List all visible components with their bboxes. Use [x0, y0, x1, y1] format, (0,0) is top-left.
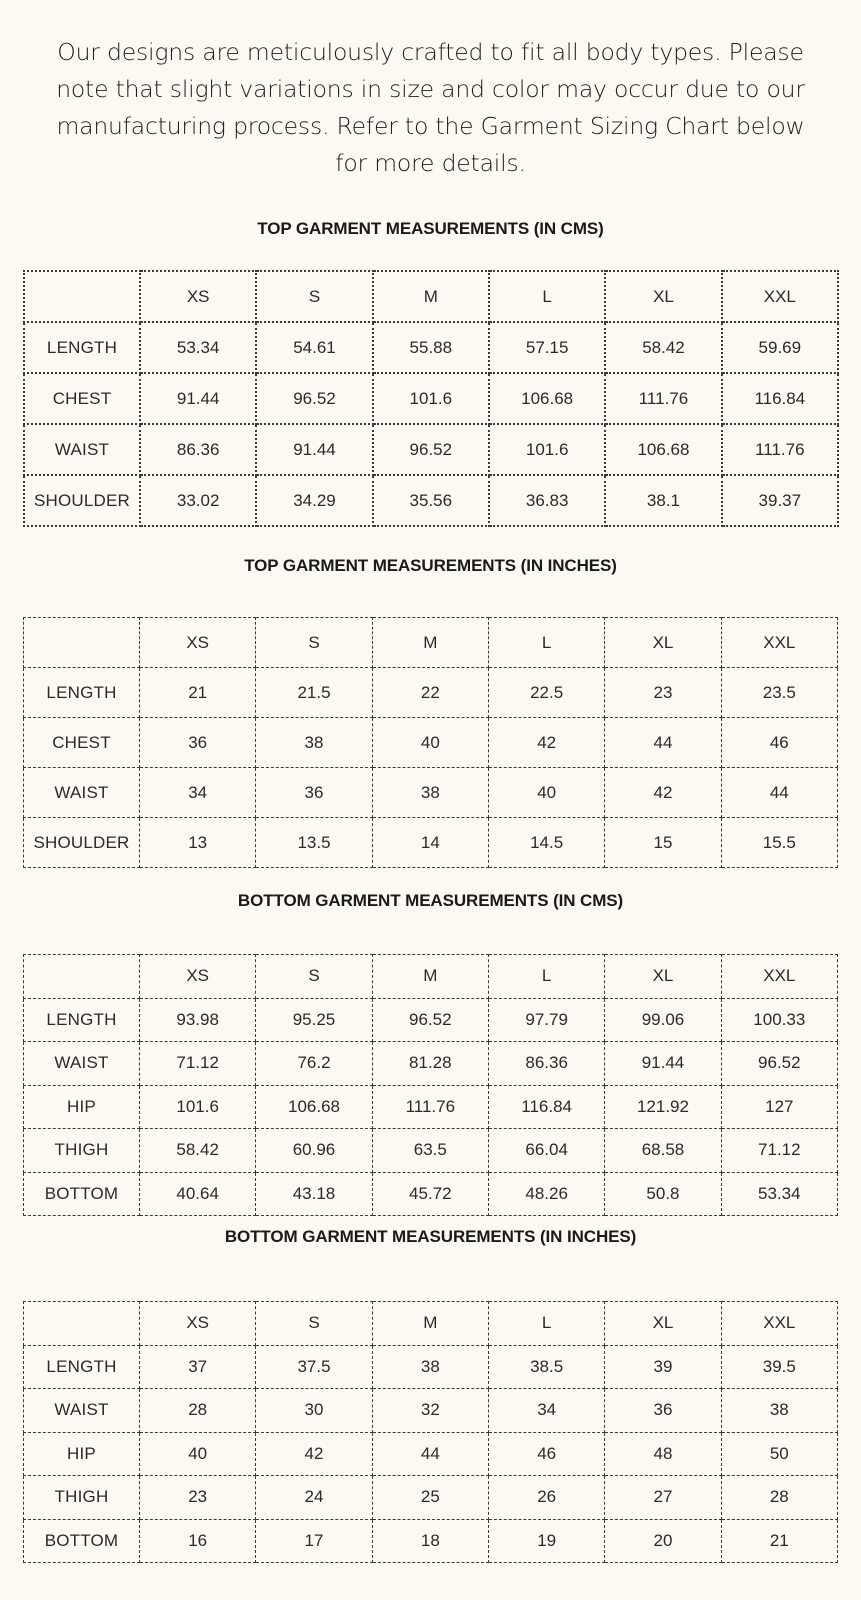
measurement-value: 36: [256, 768, 372, 818]
measurement-label: THIGH: [24, 1129, 140, 1173]
measurement-value: 106.68: [605, 424, 721, 475]
measurement-value: 38.5: [488, 1345, 604, 1389]
measurement-value: 38: [256, 718, 372, 768]
measurement-value: 32: [372, 1389, 488, 1433]
measurement-value: 68.58: [605, 1129, 721, 1173]
measurement-label: LENGTH: [24, 1345, 140, 1389]
size-header: L: [489, 271, 605, 322]
measurement-value: 21: [721, 1519, 837, 1563]
measurement-value: 127: [721, 1085, 837, 1129]
size-header: S: [256, 618, 372, 668]
measurement-label: WAIST: [24, 768, 140, 818]
measurement-value: 38.1: [605, 475, 721, 526]
measurement-value: 24: [256, 1476, 372, 1520]
measurement-value: 13.5: [256, 818, 372, 868]
size-header: M: [372, 1302, 488, 1346]
measurement-value: 48.26: [488, 1172, 604, 1216]
corner-cell: [24, 1302, 140, 1346]
size-header: M: [373, 271, 489, 322]
table-row: [24, 768, 838, 818]
measurement-value: 81.28: [372, 1042, 488, 1086]
measurement-label: CHEST: [24, 718, 140, 768]
measurement-value: 39.5: [721, 1345, 837, 1389]
measurement-value: 38: [372, 1345, 488, 1389]
table-row: [24, 1432, 838, 1476]
measurement-value: 14.5: [488, 818, 604, 868]
size-header: M: [372, 955, 488, 999]
table-row: [24, 373, 838, 424]
measurement-label: THIGH: [24, 1476, 140, 1520]
measurement-label: LENGTH: [24, 668, 140, 718]
measurement-value: 71.12: [140, 1042, 256, 1086]
measurement-value: 14: [372, 818, 488, 868]
measurement-value: 30: [256, 1389, 372, 1433]
intro-text: Our designs are meticulously crafted to fit all body types. Please note that slight variations in size and color may occur due to our manufacturing process. Refer to the Garment Sizing Chart below for more details.: [56, 38, 805, 177]
measurement-value: 36: [605, 1389, 721, 1433]
measurement-value: 101.6: [373, 373, 489, 424]
measurement-value: 59.69: [722, 322, 838, 373]
measurement-value: 15: [605, 818, 721, 868]
header-row: [24, 955, 838, 999]
measurement-value: 28: [140, 1389, 256, 1433]
corner-cell: [24, 271, 140, 322]
measurement-value: 21: [140, 668, 256, 718]
measurement-value: 97.79: [488, 998, 604, 1042]
top-cms-table: [23, 270, 839, 527]
measurement-value: 36: [140, 718, 256, 768]
measurement-value: 15.5: [721, 818, 837, 868]
size-header: L: [488, 955, 604, 999]
measurement-value: 95.25: [256, 998, 372, 1042]
measurement-label: WAIST: [24, 1389, 140, 1433]
measurement-label: CHEST: [24, 373, 140, 424]
top-inches-table: [23, 617, 838, 868]
measurement-value: 42: [488, 718, 604, 768]
header-row: [24, 618, 838, 668]
measurement-value: 26: [488, 1476, 604, 1520]
measurement-value: 22.5: [488, 668, 604, 718]
table-row: [24, 475, 838, 526]
table-row: [24, 718, 838, 768]
measurement-value: 57.15: [489, 322, 605, 373]
measurement-value: 66.04: [488, 1129, 604, 1173]
measurement-value: 19: [488, 1519, 604, 1563]
size-header: XXL: [721, 1302, 837, 1346]
size-header: S: [256, 955, 372, 999]
size-header: XXL: [721, 955, 837, 999]
measurement-value: 116.84: [722, 373, 838, 424]
size-header: S: [256, 1302, 372, 1346]
measurement-value: 23: [140, 1476, 256, 1520]
size-header: XXL: [721, 618, 837, 668]
table-row: [24, 668, 838, 718]
measurement-value: 44: [721, 768, 837, 818]
measurement-value: 37.5: [256, 1345, 372, 1389]
measurement-label: HIP: [24, 1085, 140, 1129]
measurement-value: 42: [605, 768, 721, 818]
measurement-value: 111.76: [372, 1085, 488, 1129]
table-row: [24, 818, 838, 868]
size-header: L: [488, 1302, 604, 1346]
size-header: XXL: [722, 271, 838, 322]
size-header: XS: [140, 618, 256, 668]
size-header: XS: [140, 271, 256, 322]
table-row: [24, 1519, 838, 1563]
header-row: [24, 1302, 838, 1346]
measurement-value: 111.76: [722, 424, 838, 475]
measurement-value: 91.44: [256, 424, 372, 475]
measurement-label: BOTTOM: [24, 1172, 140, 1216]
measurement-value: 63.5: [372, 1129, 488, 1173]
measurement-value: 20: [605, 1519, 721, 1563]
measurement-value: 100.33: [721, 998, 837, 1042]
measurement-value: 21.5: [256, 668, 372, 718]
table-row: [24, 1085, 838, 1129]
table-title-top-inches: TOP GARMENT MEASUREMENTS (IN INCHES): [244, 556, 617, 575]
measurement-label: HIP: [24, 1432, 140, 1476]
measurement-label: LENGTH: [24, 998, 140, 1042]
measurement-value: 54.61: [256, 322, 372, 373]
measurement-value: 16: [140, 1519, 256, 1563]
measurement-value: 55.88: [373, 322, 489, 373]
table-row: [24, 322, 838, 373]
size-header: XS: [140, 955, 256, 999]
measurement-value: 86.36: [140, 424, 256, 475]
measurement-value: 44: [372, 1432, 488, 1476]
table-row: [24, 424, 838, 475]
measurement-value: 38: [721, 1389, 837, 1433]
table-title-bottom-cms: BOTTOM GARMENT MEASUREMENTS (IN CMS): [237, 891, 624, 910]
measurement-value: 34.29: [256, 475, 372, 526]
size-header: XL: [605, 1302, 721, 1346]
measurement-value: 40: [488, 768, 604, 818]
measurement-value: 106.68: [256, 1085, 372, 1129]
header-row: [24, 271, 838, 322]
measurement-value: 50.8: [605, 1172, 721, 1216]
measurement-value: 58.42: [140, 1129, 256, 1173]
table-row: [24, 1389, 838, 1433]
measurement-value: 106.68: [489, 373, 605, 424]
measurement-label: WAIST: [24, 424, 140, 475]
measurement-value: 38: [372, 768, 488, 818]
measurement-value: 40.64: [140, 1172, 256, 1216]
measurement-value: 121.92: [605, 1085, 721, 1129]
size-header: XS: [140, 1302, 256, 1346]
size-header: XL: [605, 271, 721, 322]
measurement-value: 91.44: [605, 1042, 721, 1086]
measurement-value: 44: [605, 718, 721, 768]
corner-cell: [24, 955, 140, 999]
measurement-value: 35.56: [373, 475, 489, 526]
corner-cell: [24, 618, 140, 668]
measurement-value: 60.96: [256, 1129, 372, 1173]
size-header: M: [372, 618, 488, 668]
measurement-value: 34: [488, 1389, 604, 1433]
table-title-bottom-inches: BOTTOM GARMENT MEASUREMENTS (IN INCHES): [224, 1227, 637, 1246]
measurement-value: 48: [605, 1432, 721, 1476]
measurement-value: 39.37: [722, 475, 838, 526]
size-header: L: [488, 618, 604, 668]
measurement-value: 33.02: [140, 475, 256, 526]
measurement-value: 39: [605, 1345, 721, 1389]
measurement-value: 22: [372, 668, 488, 718]
measurement-value: 46: [721, 718, 837, 768]
measurement-value: 111.76: [605, 373, 721, 424]
size-header: S: [256, 271, 372, 322]
measurement-value: 86.36: [488, 1042, 604, 1086]
measurement-label: SHOULDER: [24, 475, 140, 526]
measurement-value: 43.18: [256, 1172, 372, 1216]
measurement-value: 53.34: [140, 322, 256, 373]
measurement-value: 23: [605, 668, 721, 718]
measurement-value: 46: [488, 1432, 604, 1476]
measurement-value: 76.2: [256, 1042, 372, 1086]
size-header: XL: [605, 955, 721, 999]
measurement-value: 53.34: [721, 1172, 837, 1216]
measurement-label: LENGTH: [24, 322, 140, 373]
table-row: [24, 1172, 838, 1216]
measurement-value: 36.83: [489, 475, 605, 526]
measurement-value: 27: [605, 1476, 721, 1520]
measurement-value: 28: [721, 1476, 837, 1520]
measurement-value: 71.12: [721, 1129, 837, 1173]
measurement-value: 17: [256, 1519, 372, 1563]
bottom-inches-table: [23, 1301, 838, 1563]
table-row: [24, 1345, 838, 1389]
table-row: [24, 1476, 838, 1520]
measurement-label: BOTTOM: [24, 1519, 140, 1563]
table-title-top-cms: TOP GARMENT MEASUREMENTS (IN CMS): [257, 219, 604, 238]
measurement-value: 23.5: [721, 668, 837, 718]
measurement-value: 96.52: [373, 424, 489, 475]
measurement-value: 50: [721, 1432, 837, 1476]
measurement-value: 40: [140, 1432, 256, 1476]
measurement-value: 18: [372, 1519, 488, 1563]
measurement-value: 99.06: [605, 998, 721, 1042]
measurement-value: 91.44: [140, 373, 256, 424]
measurement-value: 96.52: [256, 373, 372, 424]
measurement-label: SHOULDER: [24, 818, 140, 868]
measurement-value: 96.52: [372, 998, 488, 1042]
measurement-value: 25: [372, 1476, 488, 1520]
measurement-value: 116.84: [488, 1085, 604, 1129]
measurement-value: 101.6: [140, 1085, 256, 1129]
measurement-value: 58.42: [605, 322, 721, 373]
measurement-value: 37: [140, 1345, 256, 1389]
measurement-value: 101.6: [489, 424, 605, 475]
measurement-value: 45.72: [372, 1172, 488, 1216]
measurement-label: WAIST: [24, 1042, 140, 1086]
size-header: XL: [605, 618, 721, 668]
table-row: [24, 1129, 838, 1173]
measurement-value: 13: [140, 818, 256, 868]
measurement-value: 40: [372, 718, 488, 768]
table-row: [24, 1042, 838, 1086]
table-row: [24, 998, 838, 1042]
measurement-value: 34: [140, 768, 256, 818]
measurement-value: 93.98: [140, 998, 256, 1042]
bottom-cms-table: [23, 954, 838, 1216]
measurement-value: 42: [256, 1432, 372, 1476]
measurement-value: 96.52: [721, 1042, 837, 1086]
